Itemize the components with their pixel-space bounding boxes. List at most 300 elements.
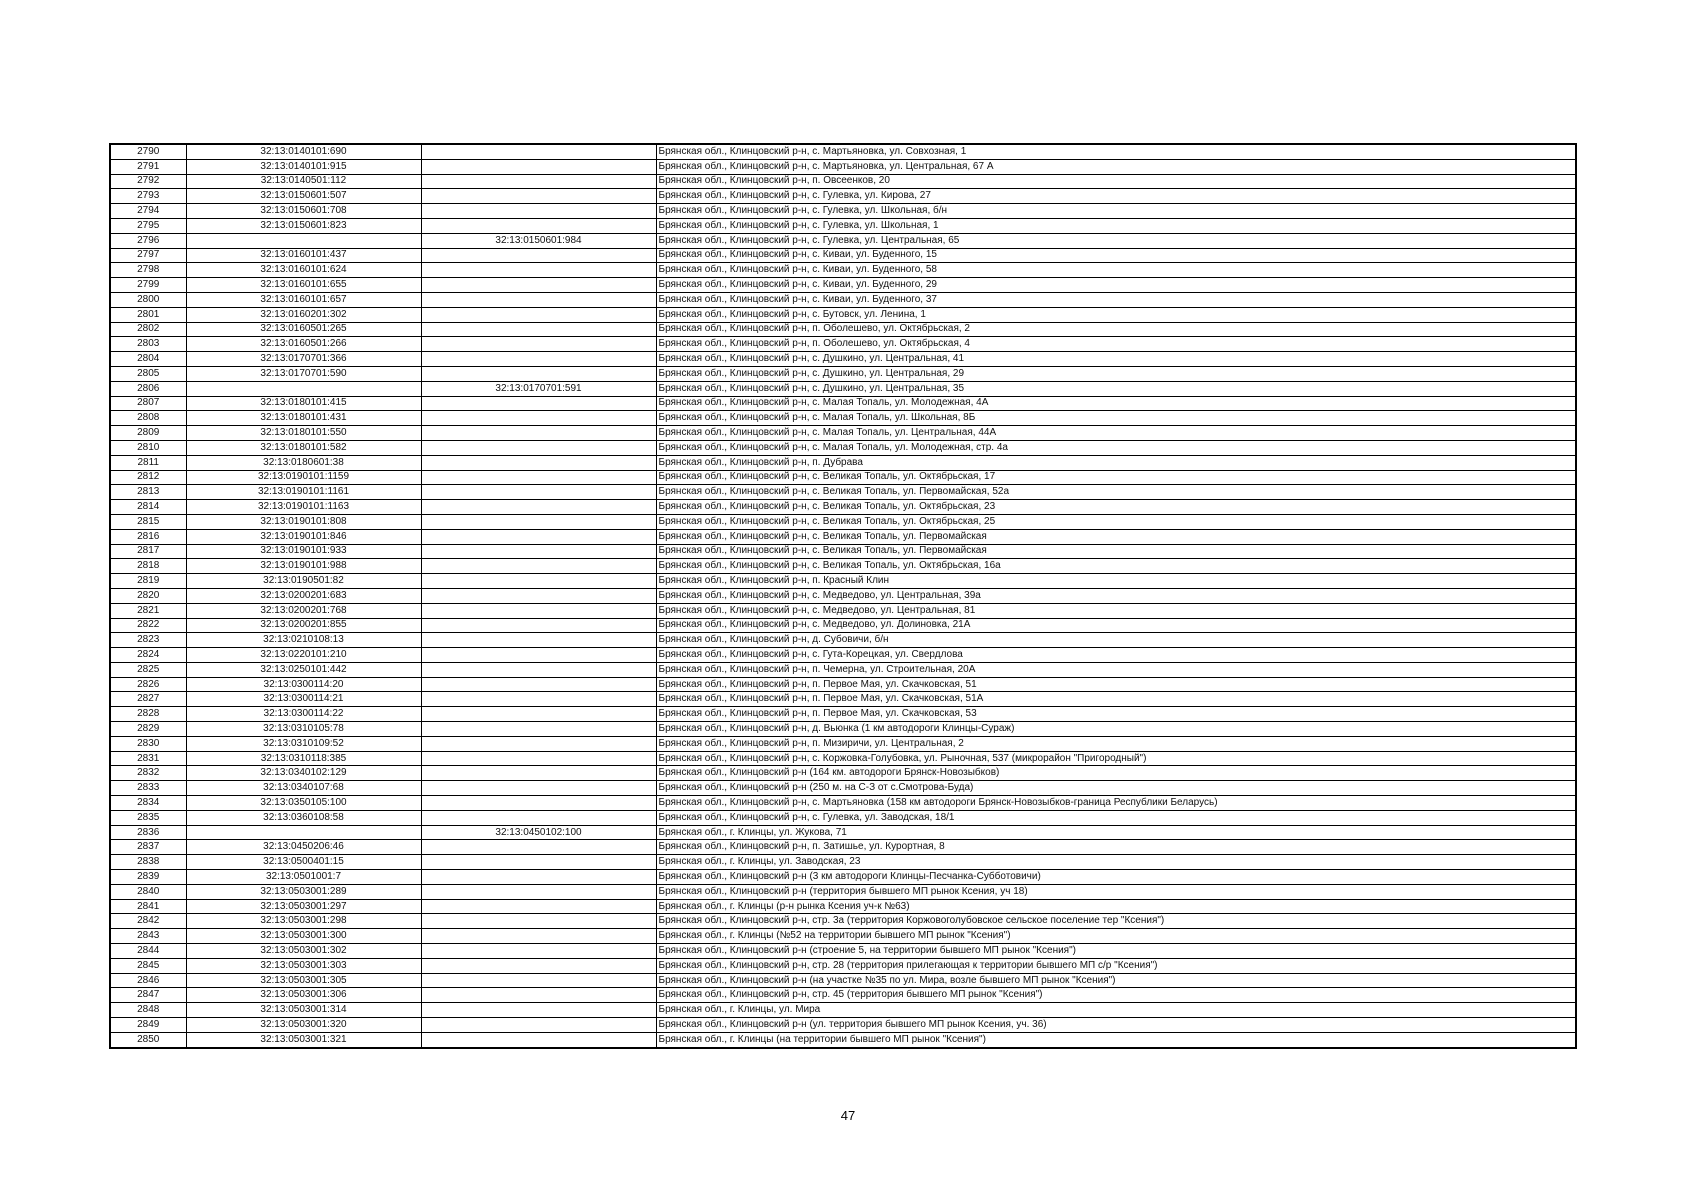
cadastral-number-alt-cell (421, 307, 656, 322)
table-row (110, 278, 1576, 293)
address-cell: Брянская обл., Клинцовский р-н, с. Медведово, ул. Долиновка, 21А (656, 618, 1576, 633)
row-number-cell: 2807 (110, 396, 186, 411)
address-cell: Брянская обл., Клинцовский р-н, д. Вьюнка (1 км автодороги Клинцы-Сураж) (656, 722, 1576, 737)
row-number-cell: 2813 (110, 485, 186, 500)
cadastral-number-alt-cell (421, 648, 656, 663)
row-number-cell: 2803 (110, 337, 186, 352)
cadastral-number-cell (186, 233, 421, 248)
table-row (110, 1032, 1576, 1047)
address-cell: Брянская обл., Клинцовский р-н, с. Великая Топаль, ул. Октябрьская, 17 (656, 470, 1576, 485)
cadastral-number-alt-cell (421, 633, 656, 648)
table-row (110, 855, 1576, 870)
row-number-cell: 2835 (110, 810, 186, 825)
address-cell: Брянская обл., Клинцовский р-н, п. Оболешево, ул. Октябрьская, 2 (656, 322, 1576, 337)
table-row (110, 603, 1576, 618)
row-number-cell: 2791 (110, 159, 186, 174)
address-cell: Брянская обл., Клинцовский р-н, с. Душкино, ул. Центральная, 29 (656, 366, 1576, 381)
address-cell: Брянская обл., Клинцовский р-н, п. Красный Клин (656, 574, 1576, 589)
cadastral-number-alt-cell (421, 722, 656, 737)
row-number-cell: 2817 (110, 544, 186, 559)
table-row (110, 973, 1576, 988)
cadastral-number-cell: 32:13:0190101:933 (186, 544, 421, 559)
cadastral-number-alt-cell (421, 455, 656, 470)
address-cell: Брянская обл., Клинцовский р-н (164 км. автодороги Брянск-Новозыбков) (656, 766, 1576, 781)
table-row (110, 381, 1576, 396)
cadastral-number-cell: 32:13:0140101:915 (186, 159, 421, 174)
cadastral-number-alt-cell (421, 352, 656, 367)
row-number-cell: 2822 (110, 618, 186, 633)
cadastral-number-alt-cell (421, 1032, 656, 1047)
address-cell: Брянская обл., Клинцовский р-н, стр. 3а (территория Коржовоголубовское сельское поселение тер "Ксения") (656, 914, 1576, 929)
table-row (110, 204, 1576, 219)
address-cell: Брянская обл., г. Клинцы (на территории бывшего МП рынок "Ксения") (656, 1032, 1576, 1047)
cadastral-number-cell: 32:13:0190101:808 (186, 514, 421, 529)
table-row (110, 174, 1576, 189)
table-row (110, 929, 1576, 944)
table-row (110, 914, 1576, 929)
cadastral-number-cell: 32:13:0503001:302 (186, 944, 421, 959)
table-row (110, 1018, 1576, 1033)
address-cell: Брянская обл., Клинцовский р-н, с. Великая Топаль, ул. Первомайская, 52а (656, 485, 1576, 500)
cadastral-number-alt-cell (421, 411, 656, 426)
row-number-cell: 2830 (110, 736, 186, 751)
address-cell: Брянская обл., Клинцовский р-н, с. Киваи, ул. Буденного, 29 (656, 278, 1576, 293)
cadastral-number-cell: 32:13:0160101:655 (186, 278, 421, 293)
table-row (110, 781, 1576, 796)
table-row (110, 307, 1576, 322)
table-row (110, 218, 1576, 233)
cadastral-number-cell: 32:13:0503001:303 (186, 958, 421, 973)
row-number-cell: 2806 (110, 381, 186, 396)
address-cell: Брянская обл., Клинцовский р-н, с. Душкино, ул. Центральная, 35 (656, 381, 1576, 396)
row-number-cell: 2826 (110, 677, 186, 692)
cadastral-number-alt-cell (421, 766, 656, 781)
row-number-cell: 2800 (110, 292, 186, 307)
address-cell: Брянская обл., Клинцовский р-н, с. Малая Топаль, ул. Школьная, 8Б (656, 411, 1576, 426)
cadastral-number-cell: 32:13:0180101:550 (186, 426, 421, 441)
address-cell: Брянская обл., Клинцовский р-н, с. Гулевка, ул. Кирова, 27 (656, 189, 1576, 204)
cadastral-number-cell: 32:13:0160101:624 (186, 263, 421, 278)
row-number-cell: 2824 (110, 648, 186, 663)
cadastral-number-cell: 32:13:0501001:7 (186, 870, 421, 885)
row-number-cell: 2818 (110, 559, 186, 574)
cadastral-number-alt-cell (421, 958, 656, 973)
table-row (110, 485, 1576, 500)
address-cell: Брянская обл., Клинцовский р-н, стр. 28 (территория прилегающая к территории бывшего МП с/р "Ксения") (656, 958, 1576, 973)
cadastral-number-cell: 32:13:0503001:314 (186, 1003, 421, 1018)
cadastral-number-cell: 32:13:0190101:988 (186, 559, 421, 574)
cadastral-number-cell: 32:13:0160501:266 (186, 337, 421, 352)
cadastral-number-cell: 32:13:0340102:129 (186, 766, 421, 781)
table-row (110, 337, 1576, 352)
table-row (110, 544, 1576, 559)
table-row (110, 692, 1576, 707)
address-cell: Брянская обл., Клинцовский р-н, с. Гута-Корецкая, ул. Свердлова (656, 648, 1576, 663)
table-row (110, 884, 1576, 899)
row-number-cell: 2796 (110, 233, 186, 248)
table-row (110, 144, 1576, 159)
cadastral-number-alt-cell (421, 174, 656, 189)
table-row (110, 633, 1576, 648)
cadastral-number-alt-cell (421, 144, 656, 159)
address-cell: Брянская обл., Клинцовский р-н, с. Великая Топаль, ул. Октябрьская, 23 (656, 500, 1576, 515)
row-number-cell: 2832 (110, 766, 186, 781)
cadastral-number-cell: 32:13:0140501:112 (186, 174, 421, 189)
cadastral-number-alt-cell (421, 322, 656, 337)
address-cell: Брянская обл., Клинцовский р-н, п. Дубрава (656, 455, 1576, 470)
table-row (110, 440, 1576, 455)
cadastral-number-alt-cell (421, 337, 656, 352)
cadastral-number-cell: 32:13:0160501:265 (186, 322, 421, 337)
address-cell: Брянская обл., Клинцовский р-н, с. Великая Топаль, ул. Октябрьская, 16а (656, 559, 1576, 574)
cadastral-number-cell: 32:13:0190101:1161 (186, 485, 421, 500)
table-row (110, 233, 1576, 248)
table-row (110, 870, 1576, 885)
row-number-cell: 2793 (110, 189, 186, 204)
cadastral-number-cell: 32:13:0503001:298 (186, 914, 421, 929)
row-number-cell: 2795 (110, 218, 186, 233)
cadastral-number-cell: 32:13:0310105:78 (186, 722, 421, 737)
row-number-cell: 2842 (110, 914, 186, 929)
address-cell: Брянская обл., Клинцовский р-н, п. Затишье, ул. Курортная, 8 (656, 840, 1576, 855)
cadastral-number-alt-cell (421, 470, 656, 485)
row-number-cell: 2823 (110, 633, 186, 648)
row-number-cell: 2811 (110, 455, 186, 470)
table-row (110, 574, 1576, 589)
address-cell: Брянская обл., Клинцовский р-н, с. Малая Топаль, ул. Молодежная, стр. 4а (656, 440, 1576, 455)
table-row (110, 944, 1576, 959)
cadastral-number-alt-cell (421, 204, 656, 219)
cadastral-number-alt-cell (421, 751, 656, 766)
row-number-cell: 2801 (110, 307, 186, 322)
cadastral-number-cell: 32:13:0300114:22 (186, 707, 421, 722)
cadastral-number-cell: 32:13:0503001:300 (186, 929, 421, 944)
cadastral-number-alt-cell (421, 929, 656, 944)
table-row (110, 514, 1576, 529)
address-cell: Брянская обл., Клинцовский р-н, п. Овсеенков, 20 (656, 174, 1576, 189)
address-cell: Брянская обл., Клинцовский р-н, с. Медведово, ул. Центральная, 81 (656, 603, 1576, 618)
cadastral-number-alt-cell: 32:13:0170701:591 (421, 381, 656, 396)
cadastral-number-cell: 32:13:0350105:100 (186, 796, 421, 811)
row-number-cell: 2814 (110, 500, 186, 515)
cadastral-number-cell: 32:13:0180101:415 (186, 396, 421, 411)
row-number-cell: 2805 (110, 366, 186, 381)
cadastral-number-alt-cell (421, 500, 656, 515)
cadastral-number-cell: 32:13:0160101:437 (186, 248, 421, 263)
cadastral-number-alt-cell (421, 781, 656, 796)
table-row (110, 810, 1576, 825)
table-row (110, 396, 1576, 411)
cadastral-number-alt-cell (421, 840, 656, 855)
cadastral-number-cell: 32:13:0200201:855 (186, 618, 421, 633)
address-cell: Брянская обл., Клинцовский р-н (территория бывшего МП рынок Ксения, уч 18) (656, 884, 1576, 899)
table-row (110, 736, 1576, 751)
address-cell: Брянская обл., Клинцовский р-н, с. Душкино, ул. Центральная, 41 (656, 352, 1576, 367)
cadastral-number-alt-cell (421, 440, 656, 455)
address-cell: Брянская обл., Клинцовский р-н, п. Первое Мая, ул. Скачковская, 53 (656, 707, 1576, 722)
cadastral-number-cell: 32:13:0310109:52 (186, 736, 421, 751)
cadastral-number-cell: 32:13:0170701:590 (186, 366, 421, 381)
address-cell: Брянская обл., Клинцовский р-н, д. Субовичи, б/н (656, 633, 1576, 648)
address-cell: Брянская обл., г. Клинцы (р-н рынка Ксения уч-к №63) (656, 899, 1576, 914)
address-cell: Брянская обл., Клинцовский р-н (строение 5, на территории бывшего МП рынок "Ксения") (656, 944, 1576, 959)
cadastral-number-alt-cell (421, 278, 656, 293)
row-number-cell: 2838 (110, 855, 186, 870)
cadastral-number-cell (186, 381, 421, 396)
table-row (110, 988, 1576, 1003)
address-cell: Брянская обл., Клинцовский р-н, с. Малая Топаль, ул. Молодежная, 4А (656, 396, 1576, 411)
table-row (110, 189, 1576, 204)
cadastral-number-alt-cell (421, 692, 656, 707)
cadastral-number-cell: 32:13:0150601:823 (186, 218, 421, 233)
table-row (110, 766, 1576, 781)
registry-table (109, 143, 1577, 1049)
row-number-cell: 2840 (110, 884, 186, 899)
row-number-cell: 2829 (110, 722, 186, 737)
row-number-cell: 2837 (110, 840, 186, 855)
registry-table-container (109, 143, 1575, 1049)
row-number-cell: 2820 (110, 588, 186, 603)
address-cell: Брянская обл., Клинцовский р-н, п. Первое Мая, ул. Скачковская, 51А (656, 692, 1576, 707)
table-row (110, 958, 1576, 973)
cadastral-number-cell: 32:13:0140101:690 (186, 144, 421, 159)
cadastral-number-alt-cell (421, 159, 656, 174)
cadastral-number-alt-cell: 32:13:0450102:100 (421, 825, 656, 840)
cadastral-number-cell: 32:13:0190101:1159 (186, 470, 421, 485)
cadastral-number-cell: 32:13:0150601:507 (186, 189, 421, 204)
cadastral-number-alt-cell (421, 677, 656, 692)
row-number-cell: 2848 (110, 1003, 186, 1018)
cadastral-number-alt-cell (421, 544, 656, 559)
address-cell: Брянская обл., Клинцовский р-н, с. Гулевка, ул. Центральная, 65 (656, 233, 1576, 248)
cadastral-number-alt-cell (421, 426, 656, 441)
cadastral-number-alt-cell (421, 810, 656, 825)
row-number-cell: 2815 (110, 514, 186, 529)
address-cell: Брянская обл., Клинцовский р-н, с. Киваи, ул. Буденного, 37 (656, 292, 1576, 307)
address-cell: Брянская обл., Клинцовский р-н, п. Мизиричи, ул. Центральная, 2 (656, 736, 1576, 751)
row-number-cell: 2819 (110, 574, 186, 589)
row-number-cell: 2792 (110, 174, 186, 189)
table-row (110, 559, 1576, 574)
row-number-cell: 2812 (110, 470, 186, 485)
address-cell: Брянская обл., Клинцовский р-н, с. Мартьяновка, ул. Совхозная, 1 (656, 144, 1576, 159)
address-cell: Брянская обл., г. Клинцы, ул. Мира (656, 1003, 1576, 1018)
address-cell: Брянская обл., Клинцовский р-н, с. Бутовск, ул. Ленина, 1 (656, 307, 1576, 322)
table-row (110, 899, 1576, 914)
table-row (110, 411, 1576, 426)
cadastral-number-alt-cell (421, 914, 656, 929)
cadastral-number-alt-cell (421, 396, 656, 411)
cadastral-number-cell: 32:13:0503001:306 (186, 988, 421, 1003)
cadastral-number-alt-cell (421, 973, 656, 988)
cadastral-number-cell: 32:13:0180101:431 (186, 411, 421, 426)
row-number-cell: 2797 (110, 248, 186, 263)
table-row (110, 722, 1576, 737)
address-cell: Брянская обл., Клинцовский р-н, с. Медведово, ул. Центральная, 39а (656, 588, 1576, 603)
cadastral-number-alt-cell (421, 988, 656, 1003)
table-row (110, 292, 1576, 307)
cadastral-number-alt-cell (421, 588, 656, 603)
row-number-cell: 2821 (110, 603, 186, 618)
cadastral-number-alt-cell (421, 884, 656, 899)
cadastral-number-cell: 32:13:0180601:38 (186, 455, 421, 470)
cadastral-number-cell: 32:13:0450206:46 (186, 840, 421, 855)
address-cell: Брянская обл., Клинцовский р-н, п. Первое Мая, ул. Скачковская, 51 (656, 677, 1576, 692)
cadastral-number-alt-cell (421, 218, 656, 233)
cadastral-number-alt-cell (421, 662, 656, 677)
cadastral-number-alt-cell (421, 899, 656, 914)
table-row (110, 648, 1576, 663)
cadastral-number-cell: 32:13:0180101:582 (186, 440, 421, 455)
address-cell: Брянская обл., Клинцовский р-н, с. Малая Топаль, ул. Центральная, 44А (656, 426, 1576, 441)
cadastral-number-alt-cell (421, 366, 656, 381)
cadastral-number-cell: 32:13:0250101:442 (186, 662, 421, 677)
table-row (110, 796, 1576, 811)
cadastral-number-alt-cell (421, 1018, 656, 1033)
cadastral-number-cell: 32:13:0220101:210 (186, 648, 421, 663)
cadastral-number-cell: 32:13:0340107:68 (186, 781, 421, 796)
row-number-cell: 2841 (110, 899, 186, 914)
address-cell: Брянская обл., Клинцовский р-н (ул. территория бывшего МП рынок Ксения, уч. 36) (656, 1018, 1576, 1033)
row-number-cell: 2833 (110, 781, 186, 796)
cadastral-number-cell: 32:13:0503001:289 (186, 884, 421, 899)
table-row (110, 662, 1576, 677)
address-cell: Брянская обл., Клинцовский р-н, с. Коржовка-Голубовка, ул. Рыночная, 537 (микрорайон "Пригородный") (656, 751, 1576, 766)
table-row (110, 677, 1576, 692)
address-cell: Брянская обл., Клинцовский р-н, с. Мартьяновка, ул. Центральная, 67 А (656, 159, 1576, 174)
address-cell: Брянская обл., Клинцовский р-н (3 км автодороги Клинцы-Песчанка-Субботовичи) (656, 870, 1576, 885)
address-cell: Брянская обл., Клинцовский р-н, стр. 45 (территория бывшего МП рынок "Ксения") (656, 988, 1576, 1003)
table-row (110, 426, 1576, 441)
cadastral-number-alt-cell (421, 514, 656, 529)
address-cell: Брянская обл., Клинцовский р-н, с. Великая Топаль, ул. Первомайская (656, 529, 1576, 544)
address-cell: Брянская обл., г. Клинцы, ул. Заводская, 23 (656, 855, 1576, 870)
cadastral-number-cell: 32:13:0160201:302 (186, 307, 421, 322)
cadastral-number-alt-cell (421, 263, 656, 278)
table-row (110, 840, 1576, 855)
row-number-cell: 2839 (110, 870, 186, 885)
table-row (110, 751, 1576, 766)
cadastral-number-alt-cell (421, 574, 656, 589)
table-row (110, 263, 1576, 278)
cadastral-number-cell: 32:13:0503001:297 (186, 899, 421, 914)
table-row (110, 825, 1576, 840)
table-row (110, 707, 1576, 722)
row-number-cell: 2850 (110, 1032, 186, 1047)
cadastral-number-alt-cell (421, 944, 656, 959)
row-number-cell: 2804 (110, 352, 186, 367)
cadastral-number-cell: 32:13:0150601:708 (186, 204, 421, 219)
row-number-cell: 2847 (110, 988, 186, 1003)
cadastral-number-alt-cell (421, 796, 656, 811)
row-number-cell: 2799 (110, 278, 186, 293)
cadastral-number-cell: 32:13:0503001:305 (186, 973, 421, 988)
cadastral-number-alt-cell (421, 189, 656, 204)
cadastral-number-alt-cell (421, 248, 656, 263)
cadastral-number-alt-cell (421, 603, 656, 618)
page-number: 47 (840, 1108, 856, 1123)
address-cell: Брянская обл., г. Клинцы (№52 на территории бывшего МП рынок "Ксения") (656, 929, 1576, 944)
cadastral-number-cell: 32:13:0503001:320 (186, 1018, 421, 1033)
table-row (110, 618, 1576, 633)
address-cell: Брянская обл., Клинцовский р-н, п. Чемерна, ул. Строительная, 20А (656, 662, 1576, 677)
cadastral-number-cell: 32:13:0360108:58 (186, 810, 421, 825)
cadastral-number-cell: 32:13:0310118:385 (186, 751, 421, 766)
table-row (110, 1003, 1576, 1018)
cadastral-number-cell: 32:13:0503001:321 (186, 1032, 421, 1047)
cadastral-number-cell: 32:13:0210108:13 (186, 633, 421, 648)
table-row (110, 322, 1576, 337)
address-cell: Брянская обл., г. Клинцы, ул. Жукова, 71 (656, 825, 1576, 840)
cadastral-number-alt-cell (421, 707, 656, 722)
row-number-cell: 2798 (110, 263, 186, 278)
cadastral-number-cell: 32:13:0500401:15 (186, 855, 421, 870)
row-number-cell: 2810 (110, 440, 186, 455)
cadastral-number-alt-cell (421, 485, 656, 500)
cadastral-number-alt-cell (421, 1003, 656, 1018)
cadastral-number-cell: 32:13:0170701:366 (186, 352, 421, 367)
row-number-cell: 2844 (110, 944, 186, 959)
address-cell: Брянская обл., Клинцовский р-н, с. Великая Топаль, ул. Октябрьская, 25 (656, 514, 1576, 529)
cadastral-number-alt-cell (421, 618, 656, 633)
address-cell: Брянская обл., Клинцовский р-н, с. Гулевка, ул. Школьная, б/н (656, 204, 1576, 219)
registry-table-body (110, 144, 1576, 1048)
address-cell: Брянская обл., Клинцовский р-н, с. Гулевка, ул. Школьная, 1 (656, 218, 1576, 233)
cadastral-number-cell: 32:13:0190101:846 (186, 529, 421, 544)
cadastral-number-alt-cell (421, 870, 656, 885)
cadastral-number-cell (186, 825, 421, 840)
address-cell: Брянская обл., Клинцовский р-н, с. Киваи, ул. Буденного, 15 (656, 248, 1576, 263)
cadastral-number-alt-cell (421, 292, 656, 307)
address-cell: Брянская обл., Клинцовский р-н (на участке №35 по ул. Мира, возле бывшего МП рынок "Ксения") (656, 973, 1576, 988)
cadastral-number-alt-cell (421, 559, 656, 574)
address-cell: Брянская обл., Клинцовский р-н, п. Оболешево, ул. Октябрьская, 4 (656, 337, 1576, 352)
cadastral-number-cell: 32:13:0200201:768 (186, 603, 421, 618)
table-row (110, 588, 1576, 603)
row-number-cell: 2825 (110, 662, 186, 677)
row-number-cell: 2790 (110, 144, 186, 159)
row-number-cell: 2849 (110, 1018, 186, 1033)
table-row (110, 352, 1576, 367)
row-number-cell: 2845 (110, 958, 186, 973)
row-number-cell: 2827 (110, 692, 186, 707)
cadastral-number-cell: 32:13:0160101:657 (186, 292, 421, 307)
cadastral-number-alt-cell: 32:13:0150601:984 (421, 233, 656, 248)
row-number-cell: 2828 (110, 707, 186, 722)
cadastral-number-alt-cell (421, 529, 656, 544)
cadastral-number-cell: 32:13:0190501:82 (186, 574, 421, 589)
table-row (110, 470, 1576, 485)
row-number-cell: 2834 (110, 796, 186, 811)
address-cell: Брянская обл., Клинцовский р-н (250 м. на С-З от с.Смотрова-Буда) (656, 781, 1576, 796)
row-number-cell: 2836 (110, 825, 186, 840)
row-number-cell: 2831 (110, 751, 186, 766)
table-row (110, 455, 1576, 470)
row-number-cell: 2794 (110, 204, 186, 219)
cadastral-number-alt-cell (421, 736, 656, 751)
cadastral-number-cell: 32:13:0190101:1163 (186, 500, 421, 515)
address-cell: Брянская обл., Клинцовский р-н, с. Гулевка, ул. Заводская, 18/1 (656, 810, 1576, 825)
cadastral-number-cell: 32:13:0300114:21 (186, 692, 421, 707)
table-row (110, 159, 1576, 174)
table-row (110, 366, 1576, 381)
row-number-cell: 2816 (110, 529, 186, 544)
row-number-cell: 2843 (110, 929, 186, 944)
row-number-cell: 2808 (110, 411, 186, 426)
cadastral-number-cell: 32:13:0300114:20 (186, 677, 421, 692)
address-cell: Брянская обл., Клинцовский р-н, с. Киваи, ул. Буденного, 58 (656, 263, 1576, 278)
table-row (110, 529, 1576, 544)
